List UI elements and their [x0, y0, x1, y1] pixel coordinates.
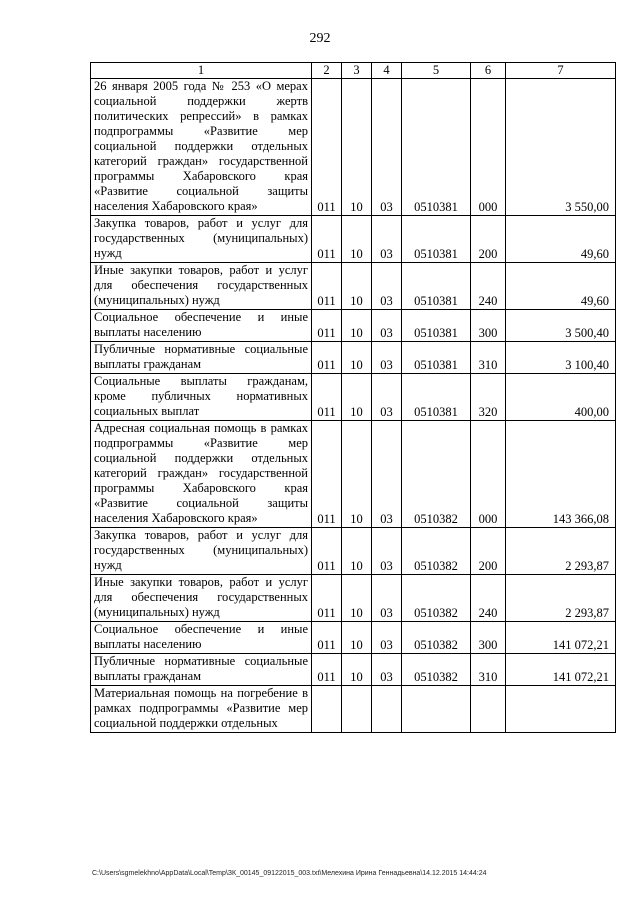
row-cell-c7	[506, 686, 616, 733]
table-row	[91, 575, 616, 622]
row-cell-c4	[372, 686, 402, 733]
row-cell-c7: 3 500,40	[506, 310, 616, 342]
header-cell: 7	[506, 63, 616, 79]
row-cell-c2	[312, 686, 342, 733]
table-row	[91, 421, 616, 528]
row-name-cell: 26 января 2005 года № 253 «О мерах социальной поддержки жертв политических репрессий» в рамках подпрограммы «Развитие мер социальной поддержки отдельных категорий граждан» государственной программы Хабаровского края «Развитие социальной защиты населения Хабаровского края»	[91, 79, 312, 216]
row-cell-c2: 011	[312, 263, 342, 310]
header-cell: 6	[471, 63, 506, 79]
row-cell-c7: 3 100,40	[506, 342, 616, 374]
row-cell-c5: 0510381	[402, 310, 471, 342]
row-cell-c2: 011	[312, 622, 342, 654]
row-cell-c4: 03	[372, 79, 402, 216]
row-cell-c3	[342, 686, 372, 733]
row-cell-c4: 03	[372, 622, 402, 654]
row-cell-c6: 240	[471, 263, 506, 310]
table-row	[91, 263, 616, 310]
row-cell-c4: 03	[372, 310, 402, 342]
header-cell: 2	[312, 63, 342, 79]
row-cell-c3: 10	[342, 374, 372, 421]
row-cell-c7: 2 293,87	[506, 528, 616, 575]
table-row	[91, 686, 616, 733]
table-row	[91, 79, 616, 216]
row-cell-c4: 03	[372, 421, 402, 528]
row-cell-c3: 10	[342, 342, 372, 374]
row-cell-c6: 240	[471, 575, 506, 622]
row-cell-c2: 011	[312, 575, 342, 622]
row-cell-c5: 0510381	[402, 263, 471, 310]
header-cell: 5	[402, 63, 471, 79]
row-name-cell: Закупка товаров, работ и услуг для государственных (муниципальных) нужд	[91, 216, 312, 263]
header-cell: 4	[372, 63, 402, 79]
row-cell-c4: 03	[372, 575, 402, 622]
row-cell-c4: 03	[372, 374, 402, 421]
row-cell-c2: 011	[312, 342, 342, 374]
table-row	[91, 374, 616, 421]
row-name-cell: Социальные выплаты гражданам, кроме публичных нормативных социальных выплат	[91, 374, 312, 421]
row-cell-c2: 011	[312, 528, 342, 575]
row-cell-c3: 10	[342, 575, 372, 622]
row-cell-c7: 2 293,87	[506, 575, 616, 622]
row-cell-c3: 10	[342, 216, 372, 263]
row-cell-c6: 200	[471, 528, 506, 575]
row-cell-c6: 320	[471, 374, 506, 421]
header-row	[91, 63, 616, 79]
row-cell-c5: 0510381	[402, 79, 471, 216]
table-row	[91, 342, 616, 374]
row-name-cell: Материальная помощь на погребение в рамках подпрограммы «Развитие мер социальной поддержки отдельных	[91, 686, 312, 733]
row-cell-c3: 10	[342, 310, 372, 342]
row-cell-c7: 3 550,00	[506, 79, 616, 216]
row-cell-c6	[471, 686, 506, 733]
row-cell-c7: 400,00	[506, 374, 616, 421]
row-cell-c5: 0510381	[402, 216, 471, 263]
page-number: 292	[309, 31, 331, 46]
row-cell-c3: 10	[342, 79, 372, 216]
row-cell-c2: 011	[312, 421, 342, 528]
table-row	[91, 528, 616, 575]
row-cell-c5: 0510382	[402, 575, 471, 622]
row-name-cell: Публичные нормативные социальные выплаты гражданам	[91, 654, 312, 686]
row-cell-c2: 011	[312, 310, 342, 342]
row-name-cell: Социальное обеспечение и иные выплаты населению	[91, 622, 312, 654]
table-body	[91, 79, 616, 733]
row-cell-c6: 310	[471, 342, 506, 374]
row-cell-c5: 0510381	[402, 342, 471, 374]
row-name-cell: Закупка товаров, работ и услуг для государственных (муниципальных) нужд	[91, 528, 312, 575]
row-cell-c5: 0510382	[402, 528, 471, 575]
row-cell-c6: 200	[471, 216, 506, 263]
row-cell-c7: 49,60	[506, 216, 616, 263]
file-path-footer: C:\Users\sgmelekhno\AppData\Local\Temp\ЗК_00145_09122015_003.txt\Мелехина Ирина Геннадьевна\14.12.2015 14:44:24	[92, 870, 487, 877]
row-name-cell: Иные закупки товаров, работ и услуг для обеспечения государственных (муниципальных) нужд	[91, 575, 312, 622]
row-cell-c2: 011	[312, 654, 342, 686]
header-cell: 3	[342, 63, 372, 79]
row-cell-c5: 0510382	[402, 622, 471, 654]
row-cell-c4: 03	[372, 654, 402, 686]
row-cell-c4: 03	[372, 216, 402, 263]
row-cell-c4: 03	[372, 263, 402, 310]
row-cell-c5: 0510381	[402, 374, 471, 421]
row-cell-c5	[402, 686, 471, 733]
row-cell-c6: 000	[471, 421, 506, 528]
row-cell-c2: 011	[312, 374, 342, 421]
budget-table	[90, 62, 616, 733]
row-cell-c2: 011	[312, 216, 342, 263]
row-cell-c7: 49,60	[506, 263, 616, 310]
table-row	[91, 654, 616, 686]
row-cell-c3: 10	[342, 622, 372, 654]
row-name-cell: Адресная социальная помощь в рамках подпрограммы «Развитие мер социальной поддержки отдельных категорий граждан» государственной программы Хабаровского края «Развитие социальной защиты населения Хабаровского края»	[91, 421, 312, 528]
row-cell-c6: 300	[471, 622, 506, 654]
row-name-cell: Иные закупки товаров, работ и услуг для обеспечения государственных (муниципальных) нужд	[91, 263, 312, 310]
row-cell-c3: 10	[342, 654, 372, 686]
row-cell-c6: 000	[471, 79, 506, 216]
row-cell-c4: 03	[372, 342, 402, 374]
row-name-cell: Публичные нормативные социальные выплаты гражданам	[91, 342, 312, 374]
row-cell-c7: 141 072,21	[506, 622, 616, 654]
row-name-cell: Социальное обеспечение и иные выплаты населению	[91, 310, 312, 342]
table-row	[91, 310, 616, 342]
row-cell-c6: 310	[471, 654, 506, 686]
row-cell-c7: 143 366,08	[506, 421, 616, 528]
row-cell-c7: 141 072,21	[506, 654, 616, 686]
row-cell-c6: 300	[471, 310, 506, 342]
header-cell: 1	[91, 63, 312, 79]
row-cell-c3: 10	[342, 263, 372, 310]
row-cell-c2: 011	[312, 79, 342, 216]
row-cell-c3: 10	[342, 528, 372, 575]
row-cell-c5: 0510382	[402, 421, 471, 528]
table-row	[91, 622, 616, 654]
row-cell-c5: 0510382	[402, 654, 471, 686]
row-cell-c3: 10	[342, 421, 372, 528]
table-row	[91, 216, 616, 263]
row-cell-c4: 03	[372, 528, 402, 575]
